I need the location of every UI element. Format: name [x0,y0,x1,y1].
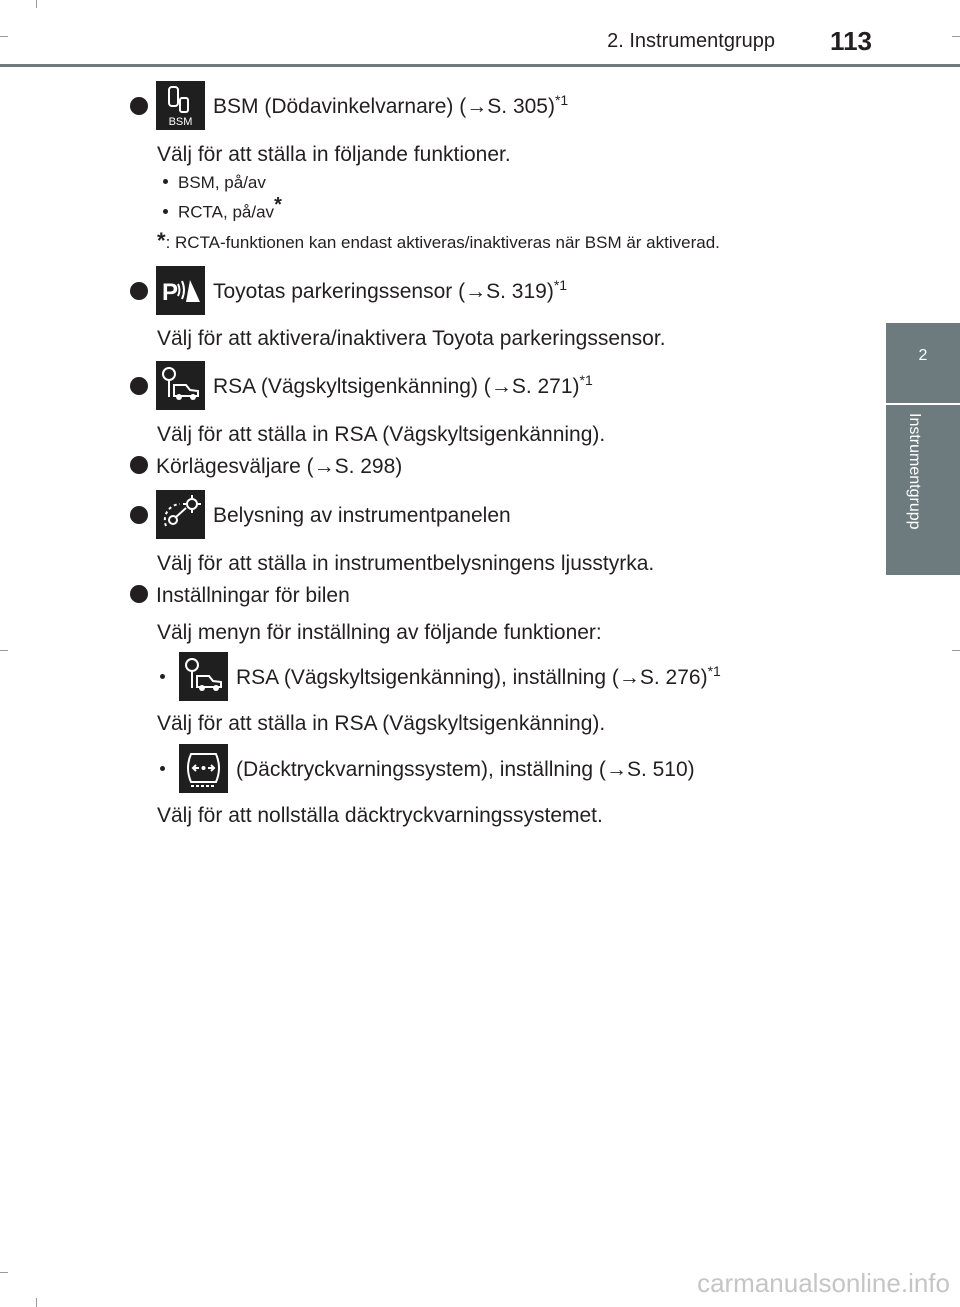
svg-text:BSM: BSM [168,116,193,128]
crop-mark [36,1298,37,1307]
bsm-icon [156,81,205,130]
svg-text:P: P [162,279,179,306]
rsa-label: RSA (Vägskyltsigenkänning) ( [213,375,491,399]
illumination-label: Belysning av instrumentpanelen [213,504,511,528]
bsm-sub-rcta-label: RCTA, på/av [178,202,275,222]
watermark: carmanualsonline.info [697,1268,950,1298]
crop-mark [0,1272,8,1273]
road-sign-icon [156,361,205,410]
bsm-label: BSM (Dödavinkelvarnare) ( [213,95,467,119]
illumination-desc: Välj för att ställa in instrumentbelysningens ljusstyrka. [157,552,655,575]
bsm-desc: Välj för att ställa in följande funktioner. [157,143,511,166]
rcta-note-text: : RCTA-funktionen kan endast aktiveras/inaktiveras när BSM är aktiverad. [165,233,720,252]
bullet-icon [130,506,148,524]
parking-footnote: *1 [553,277,568,294]
rsa-setting-ref-link[interactable]: →S. 276) [618,666,708,690]
crop-mark [952,650,960,651]
drive-mode-ref-link[interactable]: →S. 298) [313,455,403,478]
header-rule [0,64,960,67]
bsm-sub-rcta [163,194,282,223]
rsa-desc: Välj för att ställa in RSA (Vägskyltsigenkänning). [157,423,606,446]
bullet-icon [130,456,148,474]
item-bsm [130,83,568,132]
rsa-footnote: *1 [579,372,593,389]
chapter-number: 2 [918,347,928,364]
bsm-ref-link[interactable]: →S. 305) [466,95,555,119]
rcta-footnote: * [274,194,282,216]
tire-pressure-icon [179,744,228,793]
note-star: * [157,228,166,253]
rcta-note [157,228,720,254]
section-title: 2. Instrumentgrupp [607,30,775,52]
parking-desc: Välj för att aktivera/inaktivera Toyota parkeringssensor. [157,327,666,350]
tpms-setting-desc: Välj för att nollställa däcktryckvarningssystemet. [157,804,603,827]
dot-icon [163,209,168,214]
bullet-icon [130,585,148,603]
dot-icon [160,766,165,771]
chapter-tab-number [886,323,960,403]
dot-icon [163,179,168,184]
drive-mode-label: Körlägesväljare ( [156,455,314,478]
panel-illumination-icon [156,490,205,539]
item-drive-mode [130,454,402,479]
rsa-setting-desc: Välj för att ställa in RSA (Vägskyltsigenkänning). [157,712,606,735]
bullet-icon [130,97,148,115]
bsm-footnote: *1 [554,92,569,109]
sub-item-tpms-setting [160,746,695,795]
vehicle-label: Inställningar för bilen [156,584,350,607]
parking-ref-link[interactable]: →S. 319) [465,280,554,304]
chapter-label: Instrumentgrupp [906,413,923,530]
road-sign-icon [179,652,228,701]
bullet-icon [130,282,148,300]
crop-mark [0,650,8,651]
vehicle-desc: Välj menyn för inställning av följande funktioner: [157,621,602,644]
parking-sensor-icon [156,266,205,315]
rsa-setting-label: RSA (Vägskyltsigenkänning), inställning ( [236,666,619,690]
tpms-setting-ref-link[interactable]: →S. 510) [605,758,695,782]
tpms-setting-label: (Däcktryckvarningssystem), inställning ( [236,758,606,782]
page-header [0,0,960,70]
parking-label: Toyotas parkeringssensor ( [213,280,466,304]
item-panel-illumination [130,492,511,541]
bullet-icon [130,377,148,395]
bsm-sub-bsm-label: BSM, på/av [178,173,266,192]
bsm-sub-bsm [163,173,266,193]
rsa-ref-link[interactable]: →S. 271) [490,375,580,399]
chapter-tab-label [886,405,960,575]
item-rsa [130,363,593,412]
dot-icon [160,674,165,679]
item-parking-sensor [130,268,567,317]
rsa-setting-footnote: *1 [707,663,721,680]
page-number: 113 [830,26,872,56]
item-vehicle-settings [130,583,350,608]
sub-item-rsa-setting [160,654,721,703]
